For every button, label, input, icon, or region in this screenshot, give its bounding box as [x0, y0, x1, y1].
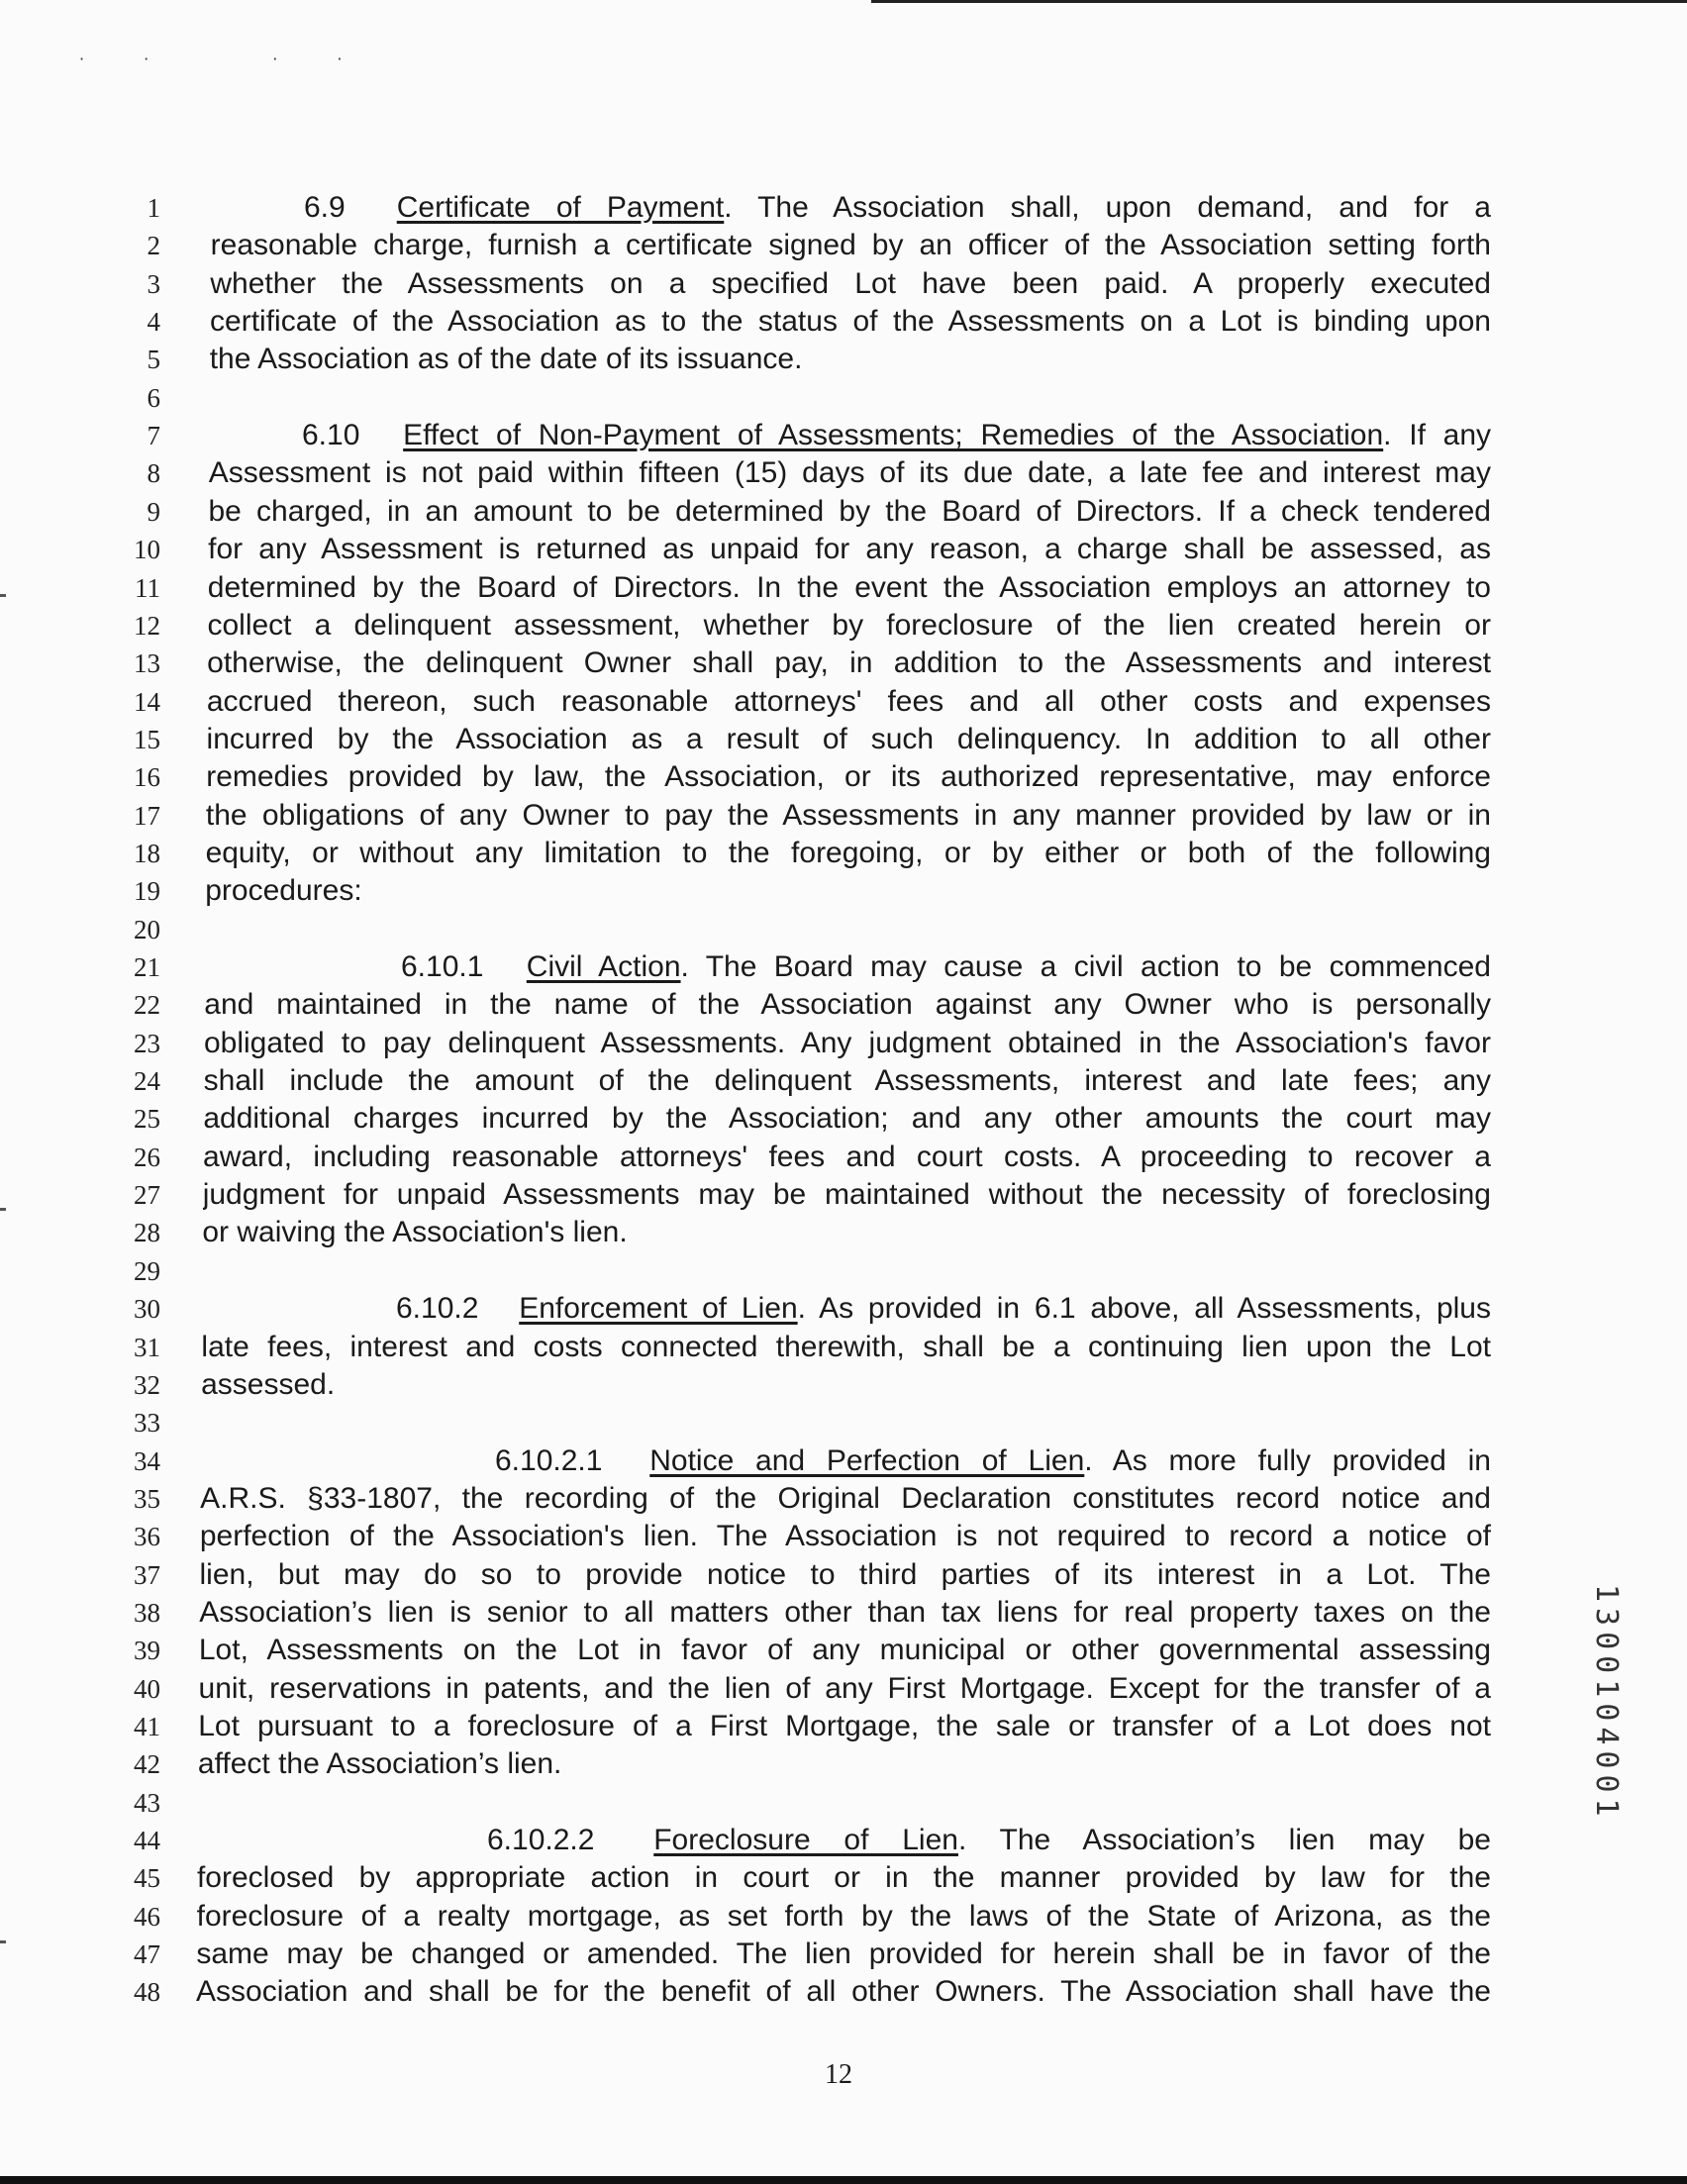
scan-specks: ·· ··: [79, 50, 402, 68]
line-number: 1: [147, 193, 160, 223]
section-6-10-1-first-line: [401, 950, 1491, 984]
body-line: affect the Association’s lien.: [197, 1747, 562, 1781]
section-heading: Certificate of Payment: [396, 191, 725, 224]
body-line: award, including reasonable attorneys' fees and court costs. A proceeding to recover a: [203, 1140, 1491, 1173]
body-line: equity, or without any limitation to the foregoing, or by either or both of the following: [205, 836, 1491, 869]
body-line: foreclosure of a realty mortgage, as set forth by the laws of the State of Arizona, as the: [196, 1899, 1491, 1933]
line-number: 42: [134, 1749, 160, 1780]
line-number: 47: [134, 1939, 160, 1970]
body-line: assessed.: [201, 1367, 336, 1401]
body-line: for any Assessment is returned as unpaid for any reason, a charge shall be assessed, as: [208, 533, 1491, 566]
body-line: perfection of the Association's lien. The Association is not required to record a notice of: [199, 1520, 1491, 1553]
line-number: 36: [134, 1522, 160, 1552]
body-line: additional charges incurred by the Association; and any other amounts the court may: [203, 1102, 1491, 1136]
body-line: same may be changed or amended. The lien provided for herein shall be in favor of the: [196, 1937, 1491, 1971]
line-number: 40: [134, 1673, 160, 1704]
line-number: 19: [134, 876, 160, 907]
body-line: determined by the Board of Directors. In the event the Association employs an attorney to: [207, 570, 1491, 604]
line-number: 17: [134, 800, 160, 831]
line-number: 23: [134, 1028, 160, 1058]
recording-stamp: 1300104001: [1589, 1584, 1624, 1823]
body-line: incurred by the Association as a result of such delinquency. In addition to all other: [206, 722, 1491, 755]
line-number: 37: [134, 1559, 160, 1590]
section-text: . The Association’s lien may be: [957, 1824, 1491, 1857]
line-number: 20: [134, 914, 160, 944]
section-number: 6.9: [304, 191, 346, 224]
line-number: 35: [134, 1483, 160, 1514]
section-heading: Notice and Perfection of Lien: [649, 1443, 1085, 1477]
section-6-9-first-line: [304, 191, 1491, 225]
body-line: procedures:: [205, 874, 362, 908]
body-line: late fees, interest and costs connected therewith, shall be a continuing lien upon the Lot: [201, 1330, 1491, 1363]
body-line: unit, reservations in patents, and the lien of any First Mortgage. Except for the transfer of a: [198, 1671, 1491, 1705]
body-line: reasonable charge, furnish a certificate signed by an officer of the Association setting forth: [210, 229, 1491, 262]
body-line: A.R.S. §33-1807, the recording of the Original Declaration constitutes record notice and: [200, 1481, 1491, 1515]
line-number: 7: [147, 421, 160, 451]
line-number: 10: [134, 535, 160, 565]
section-number: 6.10.2.1: [495, 1443, 603, 1477]
body-line: Assessment is not paid within fifteen (15) days of its due date, a late fee and interest may: [208, 456, 1491, 490]
section-text: . The Association shall, upon demand, and for a: [724, 191, 1491, 224]
body-line: the obligations of any Owner to pay the Assessments in any manner provided by law or in: [205, 798, 1491, 832]
body-line: lien, but may do so to provide notice to third parties of its interest in a Lot. The: [199, 1557, 1491, 1591]
line-number: 39: [134, 1636, 160, 1666]
line-number: 41: [134, 1712, 160, 1741]
body-line: be charged, in an amount to be determined by the Board of Directors. If a check tendered: [208, 494, 1491, 528]
line-number: 18: [134, 838, 160, 868]
body-line: Association’s lien is senior to all matters other than tax liens for real property taxes on the: [199, 1595, 1491, 1629]
body-line: certificate of the Association as to the status of the Assessments on a Lot is binding upon: [210, 305, 1491, 339]
line-number: 38: [134, 1597, 160, 1628]
line-number: 3: [147, 268, 160, 299]
line-number: 32: [134, 1369, 160, 1400]
line-number: 22: [134, 990, 160, 1021]
section-text: . If any: [1383, 419, 1491, 452]
body-line: whether the Assessments on a specified Lot have been paid. A properly executed: [210, 266, 1491, 300]
line-number: 14: [134, 686, 160, 717]
section-text: . As more fully provided in: [1084, 1443, 1491, 1477]
section-number: 6.10.2.2: [487, 1824, 595, 1857]
body-line: remedies provided by law, the Association, or its authorized representative, may enforce: [206, 760, 1491, 794]
line-number: 45: [134, 1863, 160, 1894]
line-number: 26: [134, 1142, 160, 1172]
line-number: 31: [134, 1332, 160, 1362]
line-number: 21: [134, 952, 160, 982]
line-number: 15: [134, 724, 160, 754]
line-number: 48: [134, 1977, 160, 2008]
section-text: . As provided in 6.1 above, all Assessments, plus: [797, 1292, 1491, 1326]
body-line: accrued thereon, such reasonable attorneys' fees and all other costs and expenses: [206, 684, 1491, 718]
section-number: 6.10: [302, 419, 360, 452]
body-line: or waiving the Association's lien.: [202, 1216, 628, 1249]
line-number: 27: [134, 1180, 160, 1211]
line-number: 46: [134, 1901, 160, 1932]
line-number: 13: [134, 648, 160, 679]
body-line: foreclosed by appropriate action in court or in the manner provided by law for the: [196, 1861, 1491, 1895]
section-heading: Foreclosure of Lien: [653, 1824, 958, 1857]
body-line: Lot, Assessments on the Lot in favor of any municipal or other governmental assessing: [198, 1634, 1491, 1667]
line-number: 28: [134, 1218, 160, 1248]
line-number: 34: [134, 1445, 160, 1476]
section-text: . The Board may cause a civil action to be commenced: [680, 950, 1491, 983]
line-number: 2: [147, 231, 160, 261]
section-heading: Enforcement of Lien: [519, 1292, 798, 1326]
line-number: 4: [147, 307, 160, 338]
section-number: 6.10.1: [401, 950, 484, 983]
body-line: the Association as of the date of its issuance.: [209, 343, 803, 376]
line-number: 6: [147, 382, 160, 413]
line-number: 16: [134, 762, 160, 793]
section-heading: Civil Action: [526, 950, 681, 983]
line-number: 8: [147, 458, 160, 489]
scan-edge-bottom: [0, 2176, 1687, 2184]
section-6-10-first-line: [302, 419, 1491, 452]
page-number: 12: [825, 2059, 852, 2090]
line-number: 12: [134, 610, 160, 641]
line-number: 29: [134, 1255, 160, 1286]
body-line: obligated to pay delinquent Assessments. Any judgment obtained in the Association's favor: [203, 1026, 1491, 1059]
body-line: shall include the amount of the delinquent Assessments, interest and late fees; any: [203, 1064, 1491, 1098]
body-line: judgment for unpaid Assessments may be maintained without the necessity of foreclosing: [202, 1178, 1491, 1212]
section-6-10-2-1-first-line: [495, 1444, 1491, 1478]
body-line: Lot pursuant to a foreclosure of a First Mortgage, the sale or transfer of a Lot does not: [198, 1710, 1491, 1742]
body-line: and maintained in the name of the Association against any Owner who is personally: [204, 988, 1491, 1022]
line-number: 30: [134, 1294, 160, 1325]
section-6-10-2-2-first-line: [487, 1824, 1491, 1857]
line-number: 25: [134, 1104, 160, 1135]
line-number: 43: [134, 1787, 160, 1818]
section-number: 6.10.2: [396, 1292, 479, 1326]
body-line: otherwise, the delinquent Owner shall pay, in addition to the Assessments and interest: [207, 646, 1491, 680]
line-number: 44: [134, 1826, 160, 1856]
line-number: 24: [134, 1066, 160, 1097]
body-line: collect a delinquent assessment, whether by foreclosure of the lien created herein or: [207, 608, 1491, 642]
section-heading: Effect of Non-Payment of Assessments; Remedies of the Association: [403, 419, 1384, 452]
line-number: 11: [135, 572, 160, 603]
line-number: 33: [134, 1408, 160, 1439]
line-number: 9: [147, 496, 160, 527]
line-number: 5: [147, 345, 160, 375]
section-6-10-2-first-line: [396, 1292, 1491, 1326]
body-line: Association and shall be for the benefit of all other Owners. The Association shall have the: [196, 1975, 1491, 2009]
